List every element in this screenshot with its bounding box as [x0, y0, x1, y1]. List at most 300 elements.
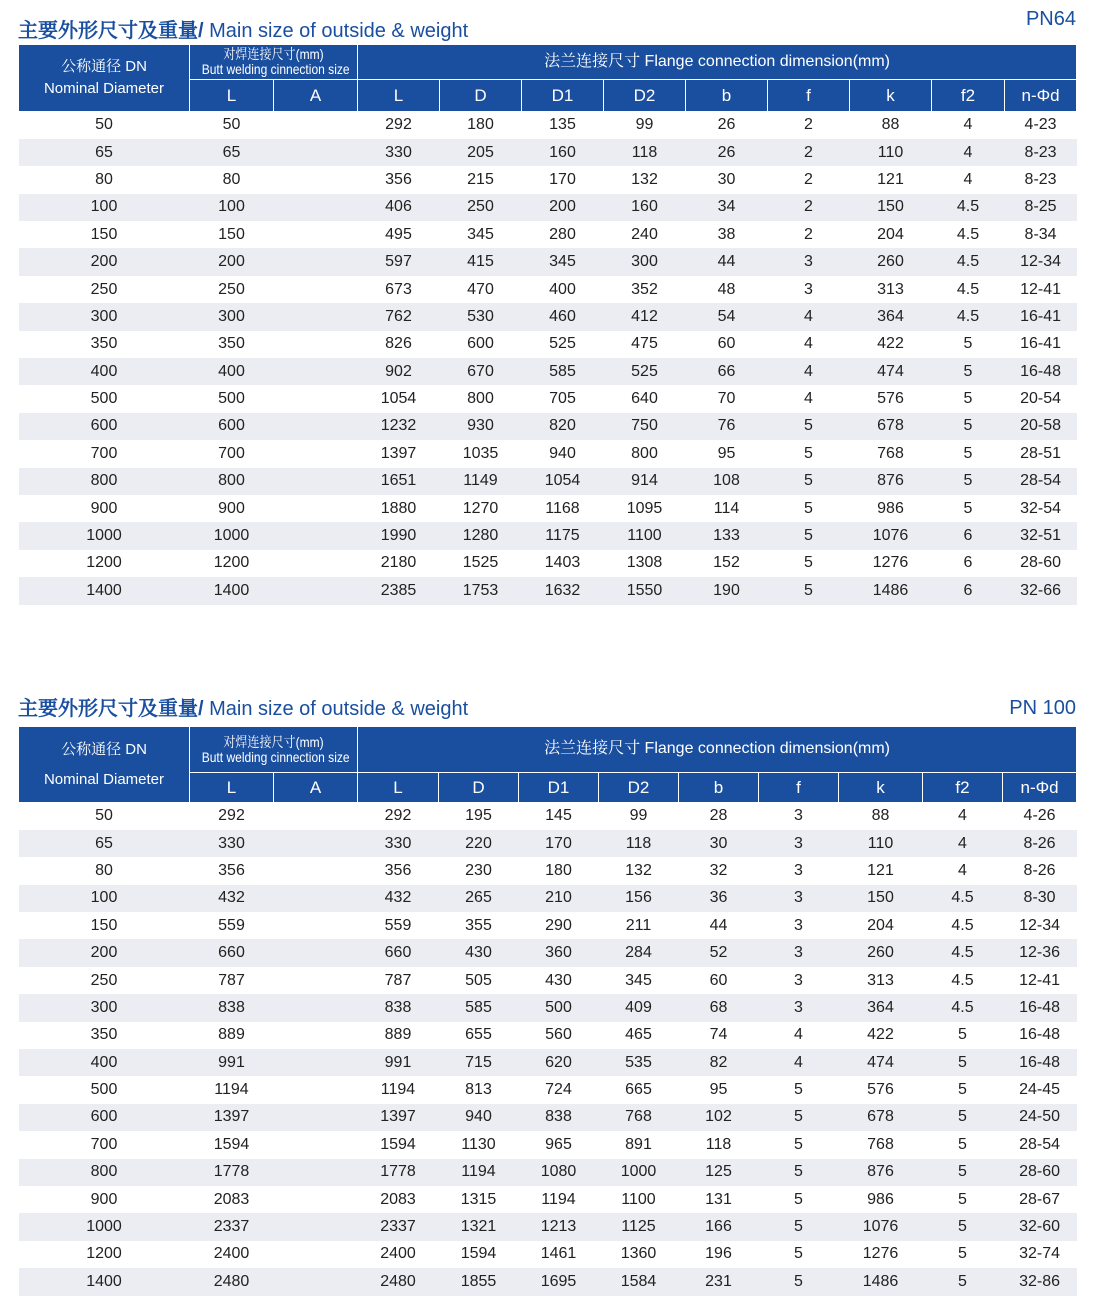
table-cell: 356 — [385, 170, 412, 188]
table-cell: 889 — [218, 1026, 245, 1044]
table-cell: 5 — [768, 413, 850, 440]
table-cell: 400 — [19, 1049, 190, 1076]
table-cell: 60 — [717, 335, 736, 353]
table-cell: 20-58 — [1005, 413, 1077, 440]
table-cell: 5 — [759, 1268, 839, 1295]
table-cell: 670 — [440, 358, 522, 385]
table-cell: 364 — [850, 303, 932, 330]
table-cell: 121 — [867, 861, 894, 879]
table-cell: 2480 — [190, 1268, 274, 1295]
table-cell: 2400 — [213, 1245, 250, 1263]
table-cell: 26 — [717, 116, 736, 134]
table-cell: 356 — [218, 861, 245, 879]
table-cell: 5 — [958, 1245, 967, 1263]
table-cell: 495 — [385, 225, 412, 243]
header-butt-welding — [190, 45, 358, 80]
header-col-l: L — [190, 773, 274, 803]
table-cell: 4.5 — [923, 885, 1003, 912]
table-cell: 166 — [679, 1213, 759, 1240]
header-flange-connection: 法兰连接尺寸 Flange connection dimension(mm) — [358, 45, 1077, 80]
table-cell — [274, 967, 358, 994]
table-cell: 1632 — [522, 577, 604, 604]
table-cell: 60 — [709, 971, 728, 989]
table-cell: 660 — [358, 939, 439, 966]
table-cell: 5 — [963, 390, 973, 408]
table-cell: 3 — [804, 280, 813, 298]
table-cell: 3 — [759, 939, 839, 966]
table-cell: 80 — [95, 170, 113, 188]
header-butt-welding — [190, 727, 358, 773]
table-cell: 110 — [839, 830, 923, 857]
table-cell — [274, 1022, 358, 1049]
table-cell: 50 — [95, 116, 113, 134]
table-cell: 195 — [465, 807, 492, 825]
header-col-n-phi-d: n-Φd — [1003, 773, 1077, 803]
table-cell: 16-41 — [1005, 303, 1077, 330]
table-cell — [274, 994, 358, 1021]
table-cell: 30 — [717, 170, 736, 188]
table-cell: 24-45 — [1019, 1081, 1061, 1099]
table-row — [19, 550, 1077, 577]
table-cell: 5 — [759, 1104, 839, 1131]
table-cell: 940 — [439, 1104, 519, 1131]
table-cell — [274, 1049, 358, 1076]
section-title-cn: 主要外形尺寸及重量/ — [18, 698, 204, 720]
table-cell: 1400 — [190, 577, 274, 604]
table-cell: 68 — [679, 994, 759, 1021]
table-cell: 2337 — [358, 1213, 439, 1240]
table-cell: 838 — [358, 994, 439, 1021]
table-cell: 74 — [709, 1026, 728, 1044]
table-cell: 65 — [190, 139, 274, 166]
table-cell: 3 — [759, 994, 839, 1021]
table-cell: 715 — [439, 1049, 519, 1076]
table-cell: 65 — [19, 830, 190, 857]
table-cell: 678 — [839, 1104, 923, 1131]
header-butt-cn: 对焊连接尺寸(mm) — [223, 733, 324, 750]
table-cell — [274, 440, 358, 467]
table-cell: 204 — [867, 916, 894, 934]
table-cell: 4.5 — [956, 225, 980, 243]
table-cell: 2083 — [213, 1190, 250, 1208]
table-row — [19, 1159, 1077, 1186]
table-cell: 5 — [932, 358, 1005, 385]
table-row — [19, 1186, 1077, 1213]
table-cell: 1360 — [620, 1245, 657, 1263]
table-cell: 16-48 — [1003, 1049, 1077, 1076]
header-butt-cn: 对焊连接尺寸(mm) — [223, 46, 324, 63]
table-cell: 110 — [850, 139, 932, 166]
table-cell: 3 — [794, 861, 803, 879]
table-cell: 231 — [679, 1268, 759, 1295]
table-cell: 82 — [679, 1049, 759, 1076]
header-col-a: A — [274, 80, 358, 112]
header-col-d: D — [439, 773, 519, 803]
table-cell: 5 — [958, 1081, 967, 1099]
table-cell: 200 — [19, 939, 190, 966]
table-cell: 787 — [384, 971, 412, 989]
table-cell: 360 — [519, 939, 599, 966]
table-cell: 330 — [358, 139, 440, 166]
table-cell — [274, 166, 358, 193]
table-cell: 150 — [850, 194, 932, 221]
table-cell: 1594 — [213, 1135, 250, 1153]
header-dn-cn: 公称通径 DN — [61, 58, 147, 76]
table-cell: 768 — [877, 444, 904, 462]
table-cell: 2 — [768, 139, 850, 166]
table-cell: 500 — [90, 1081, 118, 1099]
table-cell: 1054 — [380, 390, 417, 408]
table-cell: 150 — [90, 225, 118, 243]
table-cell: 5 — [923, 1213, 1003, 1240]
table-cell: 44 — [709, 916, 728, 934]
table-cell: 290 — [545, 916, 572, 934]
table-cell: 900 — [90, 1190, 118, 1208]
table-cell: 99 — [629, 807, 648, 825]
table-cell: 300 — [19, 994, 190, 1021]
table-cell: 474 — [839, 1049, 923, 1076]
table-cell — [274, 276, 358, 303]
table-cell — [274, 194, 358, 221]
table-cell: 5 — [958, 1135, 967, 1153]
table-cell: 5 — [923, 1268, 1003, 1295]
table-cell: 2 — [768, 194, 850, 221]
table-cell: 1990 — [358, 522, 440, 549]
pn64-section — [18, 10, 1076, 610]
table-cell: 100 — [190, 194, 274, 221]
table-cell: 5 — [963, 335, 973, 353]
table-cell: 409 — [599, 994, 679, 1021]
table-cell: 330 — [358, 830, 439, 857]
table-cell: 1397 — [380, 444, 417, 462]
table-row — [19, 1022, 1077, 1049]
header-butt-en: Butt welding cinnection size — [201, 748, 350, 765]
table-cell: 2 — [804, 225, 813, 243]
section-title — [18, 692, 468, 721]
table-cell: 585 — [522, 358, 604, 385]
table-cell: 12-34 — [1005, 248, 1077, 275]
table-row — [19, 166, 1077, 193]
table-cell: 4 — [958, 861, 967, 879]
table-cell: 80 — [222, 170, 241, 188]
table-cell: 986 — [877, 499, 904, 517]
table-cell: 20-54 — [1020, 390, 1062, 408]
table-row — [19, 1049, 1077, 1076]
table-cell: 4.5 — [932, 194, 1005, 221]
table-cell: 4 — [759, 1049, 839, 1076]
table-row — [19, 358, 1077, 385]
table-cell: 350 — [218, 335, 245, 353]
table-cell: 3 — [794, 971, 803, 989]
table-cell: 5 — [759, 1159, 839, 1186]
table-cell: 220 — [439, 830, 519, 857]
table-cell: 156 — [599, 885, 679, 912]
table-cell: 1194 — [439, 1159, 519, 1186]
table-cell: 750 — [604, 413, 686, 440]
table-cell: 70 — [717, 390, 736, 408]
table-cell: 768 — [599, 1104, 679, 1131]
table-cell: 500 — [90, 390, 118, 408]
table-cell — [274, 912, 358, 939]
table-cell: 1400 — [19, 577, 190, 604]
table-row — [19, 495, 1077, 522]
table-cell: 1695 — [519, 1268, 599, 1295]
table-cell: 430 — [439, 939, 519, 966]
table-cell: 4.5 — [956, 280, 980, 298]
table-cell: 525 — [549, 335, 576, 353]
header-flange-connection: 法兰连接尺寸 Flange connection dimension(mm) — [358, 727, 1077, 773]
table-cell: 66 — [686, 358, 768, 385]
table-cell: 1130 — [461, 1135, 496, 1153]
table-cell: 5 — [804, 499, 813, 517]
table-cell: 1076 — [839, 1213, 923, 1240]
table-cell: 2385 — [358, 577, 440, 604]
table-cell — [274, 522, 358, 549]
table-cell: 1149 — [440, 468, 522, 495]
table-cell: 724 — [545, 1081, 572, 1099]
table-cell: 4 — [768, 303, 850, 330]
table-row — [19, 139, 1077, 166]
table-cell: 620 — [519, 1049, 599, 1076]
table-cell: 787 — [218, 971, 245, 989]
table-cell: 1584 — [599, 1268, 679, 1295]
table-cell: 350 — [90, 1026, 118, 1044]
header-dn-en: Nominal Diameter — [43, 770, 165, 788]
table-cell: 204 — [877, 225, 904, 243]
table-cell: 50 — [95, 807, 113, 825]
table-cell: 265 — [439, 885, 519, 912]
table-cell — [274, 1241, 358, 1268]
table-cell: 132 — [631, 170, 658, 188]
table-cell: 1651 — [358, 468, 440, 495]
table-cell — [274, 331, 358, 358]
table-cell: 2 — [804, 116, 813, 134]
table-cell: 640 — [631, 390, 658, 408]
table-cell: 215 — [467, 170, 494, 188]
table-row — [19, 857, 1077, 884]
table-cell: 4 — [958, 807, 967, 825]
table-cell: 560 — [545, 1026, 572, 1044]
table-cell: 1000 — [19, 1213, 190, 1240]
table-cell: 826 — [385, 335, 412, 353]
table-cell: 813 — [465, 1081, 492, 1099]
table-cell: 3 — [759, 885, 839, 912]
table-row — [19, 1213, 1077, 1240]
table-cell: 4.5 — [923, 939, 1003, 966]
table-cell: 4.5 — [951, 971, 974, 989]
table-cell: 559 — [384, 916, 412, 934]
table-cell: 5 — [923, 1159, 1003, 1186]
table-cell: 345 — [625, 971, 652, 989]
spec-table-pn100 — [18, 726, 1077, 1296]
table-row — [19, 331, 1077, 358]
section-title-en: Main size of outside & weight — [203, 698, 469, 720]
table-cell: 350 — [90, 335, 118, 353]
table-cell: 891 — [625, 1135, 652, 1153]
table-cell: 559 — [218, 916, 245, 934]
pressure-label: PN 100 — [1009, 697, 1076, 719]
header-dn-cn: 公称通径 DN — [61, 740, 147, 758]
table-cell: 1054 — [522, 468, 604, 495]
table-cell: 5 — [963, 444, 973, 462]
header-col-k: k — [839, 773, 923, 803]
table-cell: 700 — [90, 1135, 118, 1153]
table-body — [19, 803, 1077, 1296]
table-cell: 150 — [218, 225, 245, 243]
table-cell: 28-60 — [1003, 1159, 1077, 1186]
table-cell: 160 — [522, 139, 604, 166]
table-cell: 330 — [190, 830, 274, 857]
table-row — [19, 967, 1077, 994]
table-cell: 300 — [19, 303, 190, 330]
table-cell: 432 — [190, 885, 274, 912]
table-cell: 1080 — [519, 1159, 599, 1186]
table-cell: 76 — [686, 413, 768, 440]
table-cell: 5 — [768, 577, 850, 604]
table-body — [19, 112, 1077, 605]
table-row — [19, 522, 1077, 549]
table-cell: 280 — [549, 225, 576, 243]
table-cell: 118 — [705, 1135, 732, 1153]
table-cell: 135 — [549, 116, 576, 134]
table-cell: 2400 — [380, 1245, 416, 1263]
table-cell: 800 — [631, 444, 658, 462]
table-cell: 12-41 — [1020, 280, 1062, 298]
table-row — [19, 303, 1077, 330]
table-cell: 12-34 — [1019, 916, 1061, 934]
table-cell: 1315 — [460, 1190, 497, 1208]
table-cell: 930 — [440, 413, 522, 440]
table-cell: 535 — [599, 1049, 679, 1076]
header-col-d2: D2 — [604, 80, 686, 112]
table-cell: 118 — [599, 830, 679, 857]
table-cell — [274, 550, 358, 577]
table-cell: 475 — [631, 335, 658, 353]
table-cell: 5 — [794, 1190, 803, 1208]
table-cell: 170 — [549, 170, 576, 188]
pressure-label: PN64 — [1025, 8, 1076, 30]
table-cell: 8-23 — [1005, 139, 1077, 166]
table-cell: 1594 — [460, 1245, 497, 1263]
table-cell: 4.5 — [951, 916, 974, 934]
table-cell: 800 — [19, 468, 190, 495]
header-col-k: k — [850, 80, 932, 112]
table-cell: 1525 — [462, 554, 499, 572]
table-cell — [274, 248, 358, 275]
table-cell: 1397 — [358, 1104, 439, 1131]
table-cell: 284 — [599, 939, 679, 966]
table-cell: 3 — [794, 807, 803, 825]
table-cell: 1076 — [850, 522, 932, 549]
table-cell: 1778 — [358, 1159, 439, 1186]
table-row — [19, 912, 1077, 939]
table-cell: 1194 — [380, 1081, 416, 1099]
table-cell: 118 — [604, 139, 686, 166]
table-cell: 3 — [759, 830, 839, 857]
table-cell: 24-50 — [1003, 1104, 1077, 1131]
table-cell: 65 — [19, 139, 190, 166]
table-cell: 1486 — [839, 1268, 923, 1295]
header-nominal-diameter — [19, 727, 190, 803]
table-cell: 940 — [549, 444, 576, 462]
table-cell: 422 — [867, 1026, 894, 1044]
table-cell: 300 — [604, 248, 686, 275]
table-cell: 5 — [804, 444, 813, 462]
table-cell: 400 — [549, 280, 576, 298]
table-cell: 889 — [384, 1026, 412, 1044]
table-cell: 250 — [218, 280, 245, 298]
table-row — [19, 939, 1077, 966]
table-cell: 102 — [679, 1104, 759, 1131]
table-cell: 4 — [768, 358, 850, 385]
header-col-f2: f2 — [932, 80, 1005, 112]
table-cell: 1200 — [213, 554, 250, 572]
header-col-d1: D1 — [522, 80, 604, 112]
table-cell: 211 — [625, 916, 652, 934]
table-cell: 1200 — [86, 1245, 122, 1263]
table-cell: 54 — [686, 303, 768, 330]
table-cell: 125 — [679, 1159, 759, 1186]
table-cell: 8-23 — [1024, 170, 1057, 188]
table-cell: 1035 — [462, 444, 499, 462]
table-row — [19, 994, 1077, 1021]
header-col-f: f — [759, 773, 839, 803]
table-row — [19, 440, 1077, 467]
table-cell: 1486 — [850, 577, 932, 604]
table-cell: 133 — [686, 522, 768, 549]
table-cell: 576 — [867, 1081, 894, 1099]
table-cell: 170 — [519, 830, 599, 857]
table-cell: 1276 — [862, 1245, 899, 1263]
table-cell: 3 — [768, 248, 850, 275]
table-cell: 5 — [768, 522, 850, 549]
table-cell: 6 — [932, 522, 1005, 549]
table-cell: 5 — [923, 1049, 1003, 1076]
table-cell: 150 — [839, 885, 923, 912]
table-cell — [274, 1186, 358, 1213]
table-cell: 95 — [709, 1081, 728, 1099]
table-cell: 5 — [958, 1190, 967, 1208]
table-cell: 1308 — [626, 554, 663, 572]
table-cell: 28-54 — [1019, 1135, 1061, 1153]
table-cell: 6 — [963, 554, 973, 572]
table-cell: 505 — [465, 971, 492, 989]
table-cell: 800 — [19, 1159, 190, 1186]
table-row — [19, 221, 1077, 248]
table-cell: 705 — [549, 390, 576, 408]
table-cell: 28-60 — [1020, 554, 1062, 572]
table-cell: 8-26 — [1003, 830, 1077, 857]
table-cell: 500 — [218, 390, 245, 408]
table-cell: 914 — [604, 468, 686, 495]
table-cell: 5 — [794, 1245, 803, 1263]
table-cell: 470 — [467, 280, 494, 298]
spec-table-pn64 — [18, 44, 1077, 605]
table-cell: 1100 — [621, 1190, 656, 1208]
table-cell: 152 — [713, 554, 740, 572]
table-cell — [274, 1213, 358, 1240]
table-cell: 4.5 — [932, 303, 1005, 330]
table-cell: 345 — [467, 225, 494, 243]
table-cell: 16-48 — [1019, 1026, 1061, 1044]
table-cell: 1095 — [626, 499, 663, 517]
table-cell: 500 — [519, 994, 599, 1021]
table-cell: 160 — [604, 194, 686, 221]
table-cell: 1200 — [86, 554, 122, 572]
table-cell: 1000 — [190, 522, 274, 549]
table-cell — [274, 413, 358, 440]
table-cell: 32-74 — [1019, 1245, 1061, 1263]
